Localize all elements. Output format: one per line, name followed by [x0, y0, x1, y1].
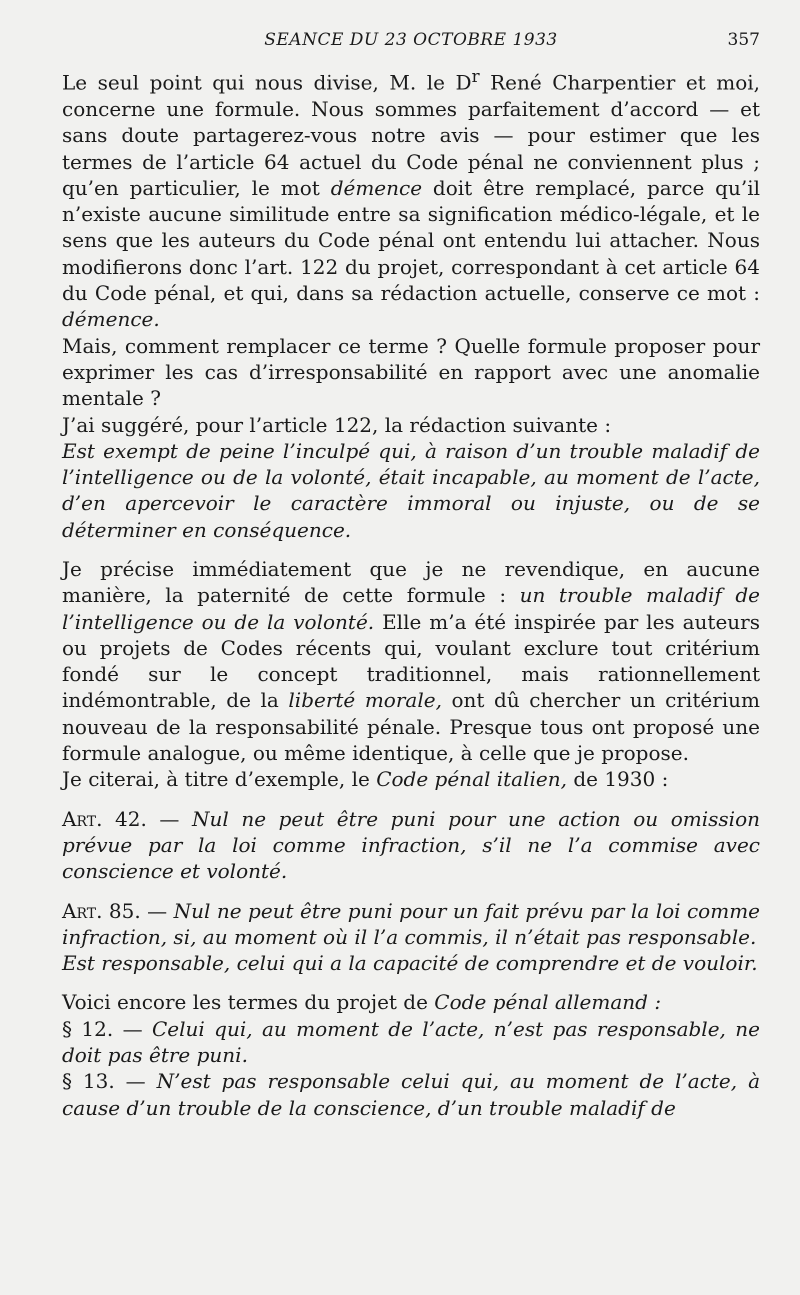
page-header [62, 30, 760, 58]
text-segment: — [146, 806, 192, 831]
paragraph [62, 898, 760, 951]
text-segment: Je précise immédiatement que je ne revendique, en aucune manière, la paternité de cette formule : [62, 557, 760, 608]
paragraph [62, 989, 760, 1015]
text-segment: liberté morale, [288, 688, 442, 713]
text-segment: — [140, 898, 174, 923]
text-segment: N’est pas responsable celui qui, au moment de l’acte, à cause d’un trouble de la conscience, d’un trouble maladif de [62, 1069, 760, 1120]
text-segment: Nul ne peut être puni pour un fait prévu par la loi comme infraction, si, au moment où il l’a commis, il n’était pas responsable. [62, 898, 760, 949]
text-segment: un trouble maladif de l’intelligence ou de la volonté. [62, 583, 761, 634]
text-segment: r [471, 67, 480, 86]
text-segment: § 12. — [62, 1016, 152, 1041]
text-segment: Je citerai, à titre d’exemple, le [62, 767, 377, 792]
text-segment: Code pénal italien, [376, 767, 567, 792]
paragraph [62, 1016, 760, 1069]
text-segment: Elle m’a été inspirée par les auteurs ou projets de Codes récents qui, voulant exclure tout critérium fondé sur le concept traditionnel, mais rationnellement indémontrable, de la [62, 609, 760, 713]
text-segment: Celui qui, au moment de l’acte, n’est pas responsable, ne doit pas être puni. [62, 1016, 760, 1068]
paragraph [62, 1068, 760, 1121]
text-segment: doit être remplacé, parce qu’il n’existe aucune similitude entre sa signification médico-légale, et le sens que les auteurs du Code pénal ont entendu lui attacher. Nous modifierons donc l’art. 122 du projet, correspondant à cet article 64 du Code pénal, et qui, dans sa rédaction actuelle, conserve ce mot : [62, 175, 760, 306]
text-segment: René Charpentier et moi, concerne une formule. Nous sommes parfaitement d’accord — et sans doute partagerez-vous notre avis — pour estimer que les termes de l’article 64 actuel du Code pénal ne conviennent plus ; qu’en particulier, le mot [62, 70, 760, 200]
paragraph [62, 556, 760, 766]
text-segment: démence. [62, 307, 160, 332]
text-segment: Est exempt de peine l’inculpé qui, à raison d’un trouble maladif de l’intelligence ou de la volonté, était incapable, au moment de l’acte, d’en apercevoir le caractère immoral ou injuste, ou de se déterminer en conséquence. [62, 438, 760, 542]
body-text [62, 64, 760, 1121]
text-segment: Art. 85. [62, 898, 141, 923]
text-segment: Nul ne peut être puni pour une action ou omission prévue par la loi comme infraction, s’il ne l’a commise avec conscience et volonté. [62, 806, 760, 884]
running-title: SEANCE DU 23 OCTOBRE 1933 [264, 30, 558, 50]
text-segment: Voici encore les termes du projet de [62, 990, 435, 1015]
paragraph [62, 766, 760, 792]
paragraph [62, 950, 760, 976]
page-number: 357 [727, 30, 760, 50]
paragraph [62, 806, 760, 885]
paragraph [62, 412, 760, 438]
paragraph [62, 333, 760, 412]
text-segment: Code pénal allemand : [434, 990, 662, 1015]
text-segment: Art. 42. [62, 806, 147, 831]
paragraph [62, 64, 760, 333]
text-segment: Est responsable, celui qui a la capacité de comprendre et de vouloir. [62, 951, 758, 976]
text-segment: Mais, comment remplacer ce terme ? Quelle formule proposer pour exprimer les cas d’irresponsabilité en rapport avec une anomalie mentale ? [62, 333, 760, 411]
text-segment: § 13. — [62, 1069, 157, 1094]
text-segment: démence [330, 175, 423, 200]
text-segment: de 1930 : [566, 767, 669, 792]
text-segment: Le seul point qui nous divise, M. le D [62, 70, 472, 95]
text-segment: J’ai suggéré, pour l’article 122, la rédaction suivante : [62, 412, 612, 437]
text-segment: ont dû chercher un critérium nouveau de la responsabilité pénale. Presque tous ont proposé une formule analogue, ou même identique, à celle que je propose. [62, 688, 761, 766]
paragraph [62, 438, 760, 543]
